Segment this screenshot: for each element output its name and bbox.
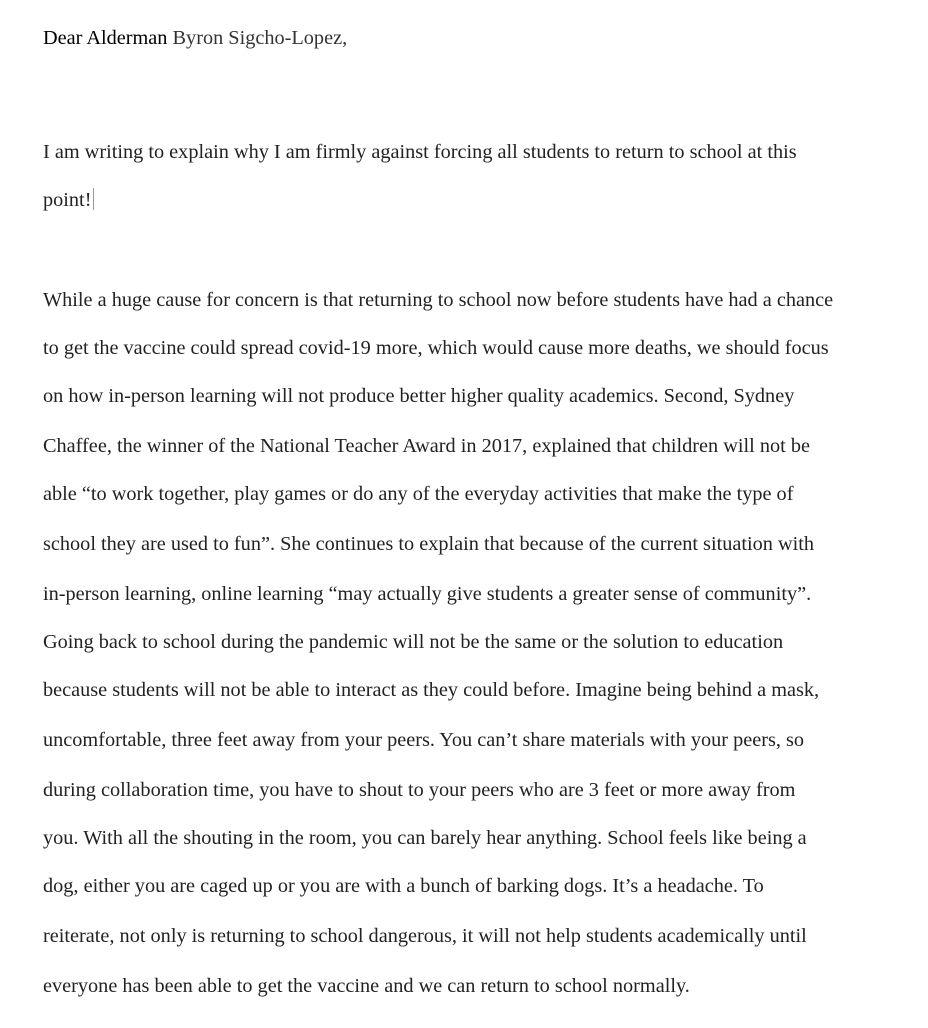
body-line: to get the vaccine could spread covid-19 more, which would cause more deaths, we should focus (43, 337, 829, 359)
salutation (43, 26, 347, 50)
body-line: reiterate, not only is returning to school dangerous, it will not help students academically until (43, 925, 807, 947)
body-line: Going back to school during the pandemic will not be the same or the solution to education (43, 631, 784, 653)
body-line: you. With all the shouting in the room, you can barely hear anything. School feels like being a (43, 827, 807, 849)
body-line: on how in-person learning will not produce better higher quality academics. Second, Sydney (43, 385, 795, 407)
salutation-name: Byron Sigcho-Lopez, (172, 27, 348, 49)
salutation-title: Dear Alderman (43, 27, 168, 49)
body-line: school they are used to fun”. She continues to explain that because of the current situation with (43, 533, 815, 555)
body-line: everyone has been able to get the vaccine and we can return to school normally. (43, 975, 690, 997)
body-line: able “to work together, play games or do any of the everyday activities that make the type of (43, 483, 794, 505)
body-line: uncomfortable, three feet away from your peers. You can’t share materials with your peers, so (43, 729, 805, 751)
text-cursor (93, 188, 94, 210)
intro-line-2-text: point! (43, 189, 92, 211)
body-line: While a huge cause for concern is that returning to school now before students have had a chance (43, 289, 834, 311)
body-line: during collaboration time, you have to shout to your peers who are 3 feet or more away from (43, 779, 796, 801)
body-line: Chaffee, the winner of the National Teacher Award in 2017, explained that children will not be (43, 435, 810, 457)
intro-line-2 (43, 188, 94, 212)
body-line: in-person learning, online learning “may actually give students a greater sense of community”. (43, 583, 812, 605)
body-line: because students will not be able to interact as they could before. Imagine being behind a mask, (43, 679, 820, 701)
intro-line-1: I am writing to explain why I am firmly against forcing all students to return to school at this (43, 141, 797, 163)
body-line: dog, either you are caged up or you are with a bunch of barking dogs. It’s a headache. To (43, 875, 764, 897)
